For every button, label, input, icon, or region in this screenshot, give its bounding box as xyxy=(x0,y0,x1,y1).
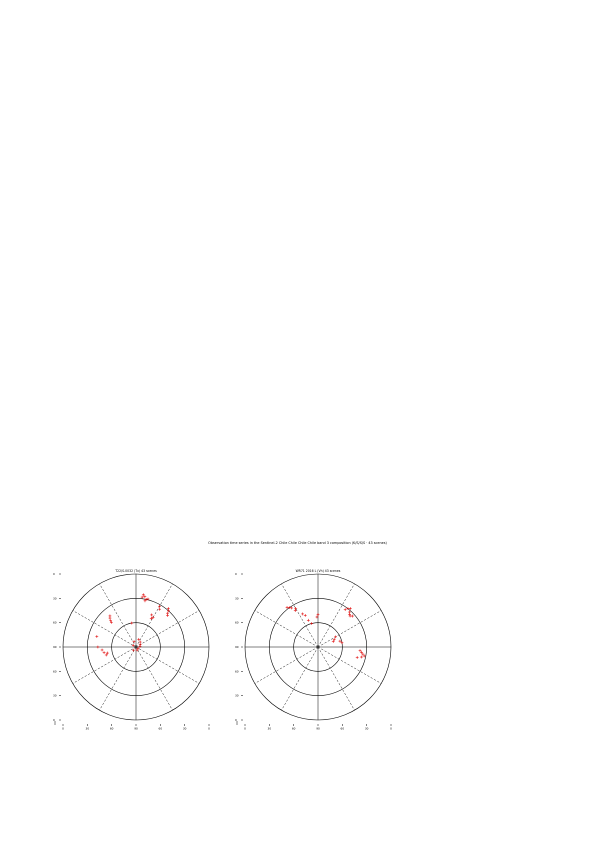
x-tick-label: 60 xyxy=(109,726,114,731)
data-point xyxy=(103,651,106,654)
spoke-120 xyxy=(100,584,137,647)
x-tick-label: 30 xyxy=(267,726,272,731)
data-point xyxy=(363,655,366,658)
y-tick-label: 0 xyxy=(53,718,55,722)
data-point xyxy=(132,644,135,647)
data-point xyxy=(351,615,354,618)
spoke-150 xyxy=(73,611,136,648)
polar-plot-right xyxy=(234,566,404,731)
data-point xyxy=(339,640,342,643)
data-point xyxy=(356,656,359,659)
data-point xyxy=(317,613,320,616)
data-point xyxy=(344,608,347,611)
x-tick-label: 90 xyxy=(316,726,320,731)
spoke-150 xyxy=(255,611,318,648)
y-tick-label: 60 xyxy=(235,620,239,625)
data-point xyxy=(130,622,133,625)
y-tick-label: 60 xyxy=(53,669,57,674)
y-tick-label: 60 xyxy=(53,620,57,625)
y-tick-label: 90 xyxy=(53,645,57,649)
page-title: Observation time series in the Sentinel-2 Chile Chile Chile Chile band 3 composition (K/S/S/S · 43 scenes) xyxy=(208,541,387,545)
x-tick-label: 90 xyxy=(134,726,138,731)
data-point xyxy=(143,595,146,598)
data-point xyxy=(150,614,153,617)
data-point xyxy=(304,614,307,617)
y-tick-label: 90 xyxy=(235,645,239,649)
data-point xyxy=(166,614,169,617)
spoke-300 xyxy=(136,647,173,710)
data-point xyxy=(294,607,297,610)
data-point xyxy=(110,621,113,624)
x-tick-label: 0 xyxy=(244,726,246,731)
data-point xyxy=(158,608,161,611)
x-tick-label: 30 xyxy=(85,726,90,731)
x-tick-label: 60 xyxy=(158,726,163,731)
y-tick-label: 30 xyxy=(235,596,239,601)
y-tick-label: 30 xyxy=(53,596,57,601)
data-point xyxy=(361,653,364,656)
y-tick-label: 60 xyxy=(235,669,239,674)
spoke-240 xyxy=(100,647,137,710)
x-tick-label: 0 xyxy=(390,726,392,731)
data-point xyxy=(139,641,142,644)
polar-plot-left xyxy=(52,566,222,731)
data-point xyxy=(109,617,112,620)
chart-subtitle: WR71 2016 L (Vh) 43 scenes xyxy=(295,569,341,573)
data-point xyxy=(360,651,363,654)
data-point xyxy=(360,656,363,659)
spoke-60 xyxy=(318,584,355,647)
x-tick-label: 60 xyxy=(340,726,345,731)
data-point xyxy=(359,649,362,652)
chart-subtitle: T22/S-0032 (Tx) 43 scenes xyxy=(115,569,157,573)
data-point xyxy=(95,635,98,638)
y-tick-label: 0 xyxy=(53,572,55,576)
x-tick-label: 30 xyxy=(182,726,187,731)
data-point xyxy=(96,646,99,649)
x-tick-label: 60 xyxy=(291,726,296,731)
spoke-330 xyxy=(318,647,381,684)
data-point xyxy=(307,619,310,622)
x-tick-label: 0 xyxy=(62,726,64,731)
spoke-120 xyxy=(282,584,319,647)
data-point xyxy=(109,619,112,622)
data-point xyxy=(348,613,351,616)
data-point xyxy=(310,622,313,625)
spoke-300 xyxy=(318,647,355,710)
y-tick-label: 0 xyxy=(235,718,237,722)
spoke-330 xyxy=(136,647,199,684)
data-point xyxy=(133,640,136,643)
spoke-210 xyxy=(255,647,318,684)
y-tick-label: 30 xyxy=(235,693,239,698)
data-point xyxy=(301,613,304,616)
data-point xyxy=(341,641,344,644)
y-tick-label: 30 xyxy=(53,693,57,698)
x-tick-label: 0 xyxy=(208,726,210,731)
x-tick-label: 30 xyxy=(364,726,369,731)
data-point xyxy=(101,649,104,652)
data-point xyxy=(139,645,142,648)
spoke-240 xyxy=(282,647,319,710)
data-point xyxy=(334,635,337,638)
y-tick-label: 0 xyxy=(235,572,237,576)
